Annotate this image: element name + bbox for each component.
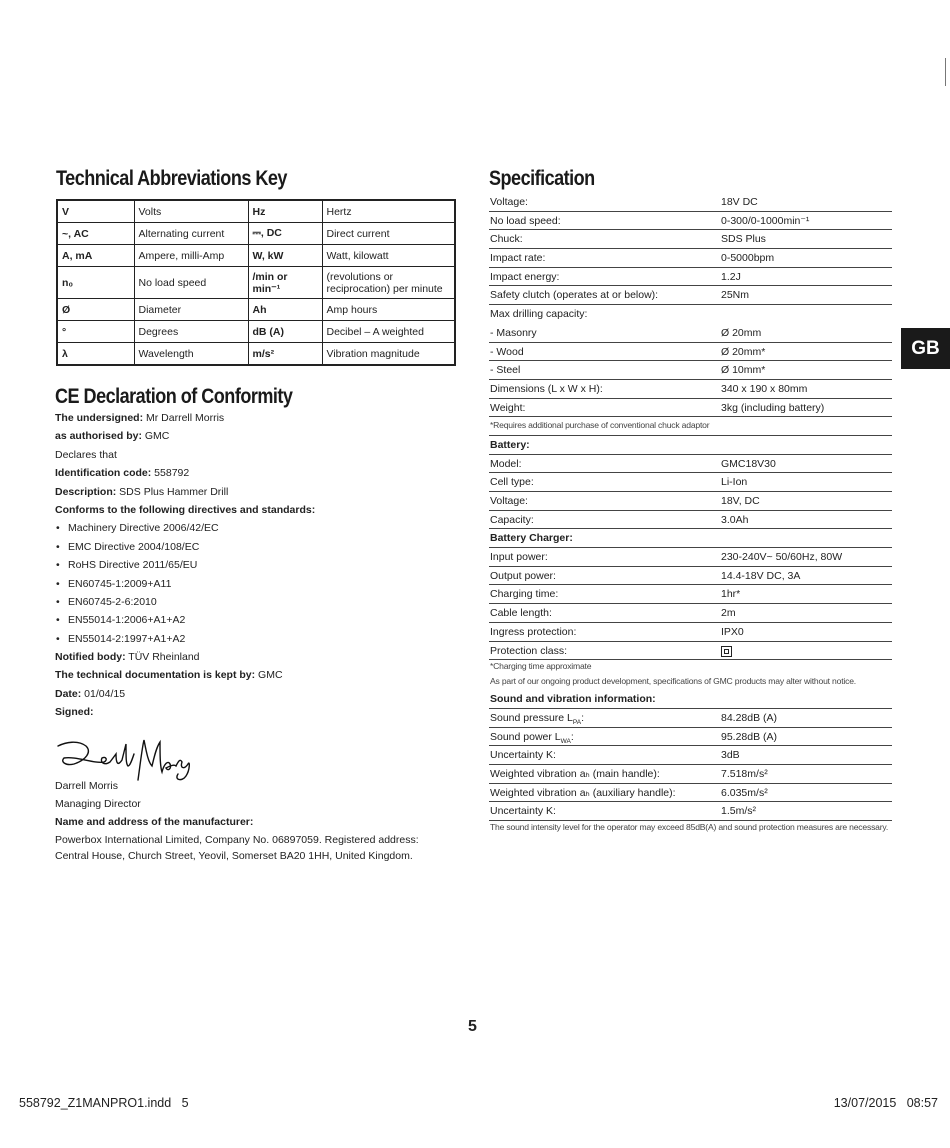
sound-label-text: Uncertainty K: [490,749,556,762]
charger-row [489,585,892,604]
spec-value: 1hr* [721,588,741,601]
spec-row [489,286,892,305]
spec-value: 3.0Ah [721,513,749,526]
manufacturer-label: Name and address of the manufacturer: [55,816,254,829]
spec-value: 84.28dB (A) [721,711,778,724]
abbreviations-table [56,199,456,366]
spec-label [490,712,584,726]
sound-label-text: Sound pressure L [490,711,573,724]
spec-value: Ø 20mm [721,326,762,339]
spec-value: IPX0 [721,625,744,638]
spec-value: Ø 10mm* [721,364,766,377]
date-line: Date: 01/04/15 [55,687,126,700]
spec-label: Impact rate: [490,252,546,265]
charger-row [489,567,892,586]
sound-note: The sound intensity level for the operator may exceed 85dB(A) and sound protection measures are necessary. [490,822,889,832]
spec-row [489,230,892,249]
techdoc-line: The technical documentation is kept by: GMC [55,669,283,682]
abbr-meaning: Volts [134,200,248,223]
specification-list [489,193,892,836]
directive-item: • EMC Directive 2004/108/EC [55,538,455,556]
sound-label-subscript: WA [560,737,571,745]
sound-label-text: Sound power L [490,730,561,743]
spec-label: Voltage: [490,196,528,208]
directive-item: • EN55014-2:1997+A1+A2 [55,630,455,648]
spec-value: GMC18V30 [721,457,776,470]
abbr-symbol: ° [57,321,134,343]
charger-heading-row [489,529,892,548]
abbr-symbol: m/s² [248,343,322,366]
charger-row [489,604,892,623]
directive-item: • EN60745-2-6:2010 [55,593,455,611]
class-ii-icon [721,646,732,658]
spec-row [489,324,892,343]
abbr-row [57,343,455,366]
spec-value: 6.035m/s² [721,786,768,799]
abbr-meaning: Vibration magnitude [322,343,455,366]
charger-row [489,642,892,661]
abbr-symbol: A, mA [57,245,134,267]
abbr-meaning: No load speed [134,267,248,299]
charging-note: *Charging time approximate [490,661,592,672]
spec-value: SDS Plus [721,233,766,246]
abbr-row [57,200,455,223]
sound-label-colon: : [570,730,574,743]
ce-declaration [55,409,455,864]
spec-label: Cable length: [490,607,552,620]
abbr-symbol: n₀ [57,267,134,299]
battery-row [489,473,892,492]
spec-label [490,749,556,761]
spec-value: 340 x 190 x 80mm [721,382,808,395]
spec-label: Input power: [490,551,548,564]
abbr-symbol: λ [57,343,134,366]
battery-row [489,492,892,511]
spec-label [490,768,660,780]
spec-value: 14.4-18V DC, 3A [721,569,801,582]
spec-label [490,805,556,817]
spec-value: Ø 20mm* [721,345,766,358]
spec-row [489,193,892,212]
spec-label [490,731,574,745]
spec-value: 1.2J [721,270,741,283]
abbr-meaning: Alternating current [134,223,248,245]
sound-label-colon: : [581,711,585,724]
spec-label: Model: [490,457,522,470]
sound-row [489,709,892,728]
charging-note-row [489,660,892,675]
spec-value: 1.5m/s² [721,805,757,818]
abbr-meaning: Ampere, milli-Amp [134,245,248,267]
abbr-meaning: Direct current [322,223,455,245]
spec-value: 18V DC [721,196,758,208]
spec-label: Ingress protection: [490,625,577,638]
spec-label: - Masonry [490,326,537,339]
directive-item: • RoHS Directive 2011/65/EU [55,556,455,574]
ce-title: CE Declaration of Conformity [55,385,293,408]
spec-value: 230-240V~ 50/60Hz, 80W [721,551,843,564]
spec-value: 7.518m/s² [721,767,768,780]
spec-label: Protection class: [490,644,568,657]
language-tab: GB [901,328,950,369]
abbr-symbol: /min or min⁻¹ [248,267,322,299]
spec-label: Charging time: [490,588,559,601]
spec-row [489,249,892,268]
abbr-meaning: (revolutions or reciprocation) per minute [322,267,455,299]
spec-label: Capacity: [490,513,534,526]
spec-label: - Steel [490,364,521,377]
abbr-row [57,321,455,343]
abbr-row [57,299,455,321]
abbr-meaning: Watt, kilowatt [322,245,455,267]
sound-label-text: Weighted vibration aₕ (main handle): [490,767,660,780]
abbr-meaning: Amp hours [322,299,455,321]
abbr-symbol: ~, AC [57,223,134,245]
abbreviations-title: Technical Abbreviations Key [56,167,287,190]
battery-heading: Battery: [490,438,530,451]
spec-label: Weight: [490,401,526,414]
spec-label: Safety clutch (operates at or below): [490,289,659,302]
spec-row [489,212,892,231]
spec-value: 2m [721,607,736,620]
chuck-note-row [489,417,892,436]
notified-line: Notified body: TÜV Rheinland [55,651,200,664]
charger-row [489,548,892,567]
abbr-meaning: Degrees [134,321,248,343]
sound-row [489,784,892,803]
spec-label: Impact energy: [490,270,560,283]
declares-line: Declares that [55,448,117,461]
abbr-symbol: V [57,200,134,223]
charger-heading: Battery Charger: [490,532,573,545]
directive-item: • Machinery Directive 2006/42/EC [55,519,455,537]
abbr-meaning: Wavelength [134,343,248,366]
spec-value: Li-Ion [721,476,748,489]
sound-row [489,765,892,784]
abbr-symbol: W, kW [248,245,322,267]
spec-row [489,361,892,380]
spec-label: Dimensions (L x W x H): [490,382,603,395]
spec-row [489,343,892,362]
spec-value: 95.28dB (A) [721,730,778,743]
abbr-row [57,223,455,245]
sound-label-text: Weighted vibration aₕ (auxiliary handle): [490,786,676,799]
sound-row [489,802,892,821]
abbr-meaning: Decibel – A weighted [322,321,455,343]
authorised-line: as authorised by: GMC [55,430,170,443]
spec-value: 3kg (including battery) [721,401,825,414]
spec-row [489,305,892,324]
spec-value: 25Nm [721,289,750,302]
idcode-line: Identification code: 558792 [55,467,190,480]
undersigned-line: The undersigned: Mr Darrell Morris [55,412,225,424]
directive-item: • EN60745-1:2009+A11 [55,575,455,593]
spec-label: Output power: [490,569,556,582]
abbr-meaning: Hertz [322,200,455,223]
spec-value: 0-5000bpm [721,252,775,265]
directive-item: • EN55014-1:2006+A1+A2 [55,611,455,629]
spec-label: Chuck: [490,233,523,246]
signer-name: Darrell Morris [55,779,118,792]
abbr-meaning: Diameter [134,299,248,321]
spec-label: Voltage: [490,495,528,507]
spec-label: No load speed: [490,214,561,227]
sound-label-text: Uncertainty K: [490,805,556,818]
address-line-2: Central House, Church Street, Yeovil, Somerset BA20 1HH, United Kingdom. [55,849,413,862]
spec-value: 3dB [721,749,740,762]
address-line-1: Powerbox International Limited, Company No. 06897059. Registered address: [55,833,419,846]
signature-image [56,736,196,788]
battery-row [489,511,892,530]
sound-row [489,746,892,765]
crop-mark [945,58,946,86]
abbr-row [57,245,455,267]
battery-heading-row [489,436,892,455]
abbr-symbol: Ah [248,299,322,321]
page-number: 5 [468,1018,477,1035]
abbr-symbol: Ø [57,299,134,321]
slug-filename: 558792_Z1MANPRO1.indd 5 [19,1096,189,1110]
battery-row [489,455,892,474]
spec-row [489,380,892,399]
spec-label [490,787,676,799]
development-note-row [489,675,892,690]
abbr-symbol: Hz [248,200,322,223]
slug-timestamp: 13/07/2015 08:57 [833,1096,938,1110]
spec-label: Max drilling capacity: [490,308,588,321]
abbr-symbol: dB (A) [248,321,322,343]
directives-list [55,519,455,648]
sound-heading-row [489,690,892,709]
spec-value: 0-300/0-1000min⁻¹ [721,214,810,227]
specification-title: Specification [489,167,595,190]
charger-row [489,623,892,642]
chuck-note: *Requires additional purchase of conventional chuck adaptor [490,420,710,431]
conforms-line: Conforms to the following directives and standards: [55,503,316,516]
spec-label: Cell type: [490,476,534,489]
spec-label: - Wood [490,345,524,358]
spec-row [489,399,892,418]
spec-row [489,268,892,287]
sound-row [489,728,892,747]
signed-label: Signed: [55,706,94,719]
sound-label-subscript: PA [572,718,582,726]
spec-value: 18V, DC [721,495,760,507]
signer-title: Managing Director [55,798,141,811]
sound-note-row [489,821,892,836]
sound-heading: Sound and vibration information: [490,693,656,706]
development-note: As part of our ongoing product development, specifications of GMC products may alter without notice. [490,676,856,687]
abbr-row [57,267,455,299]
abbr-symbol: ⎓, DC [248,223,322,245]
description-line: Description: SDS Plus Hammer Drill [55,485,229,498]
